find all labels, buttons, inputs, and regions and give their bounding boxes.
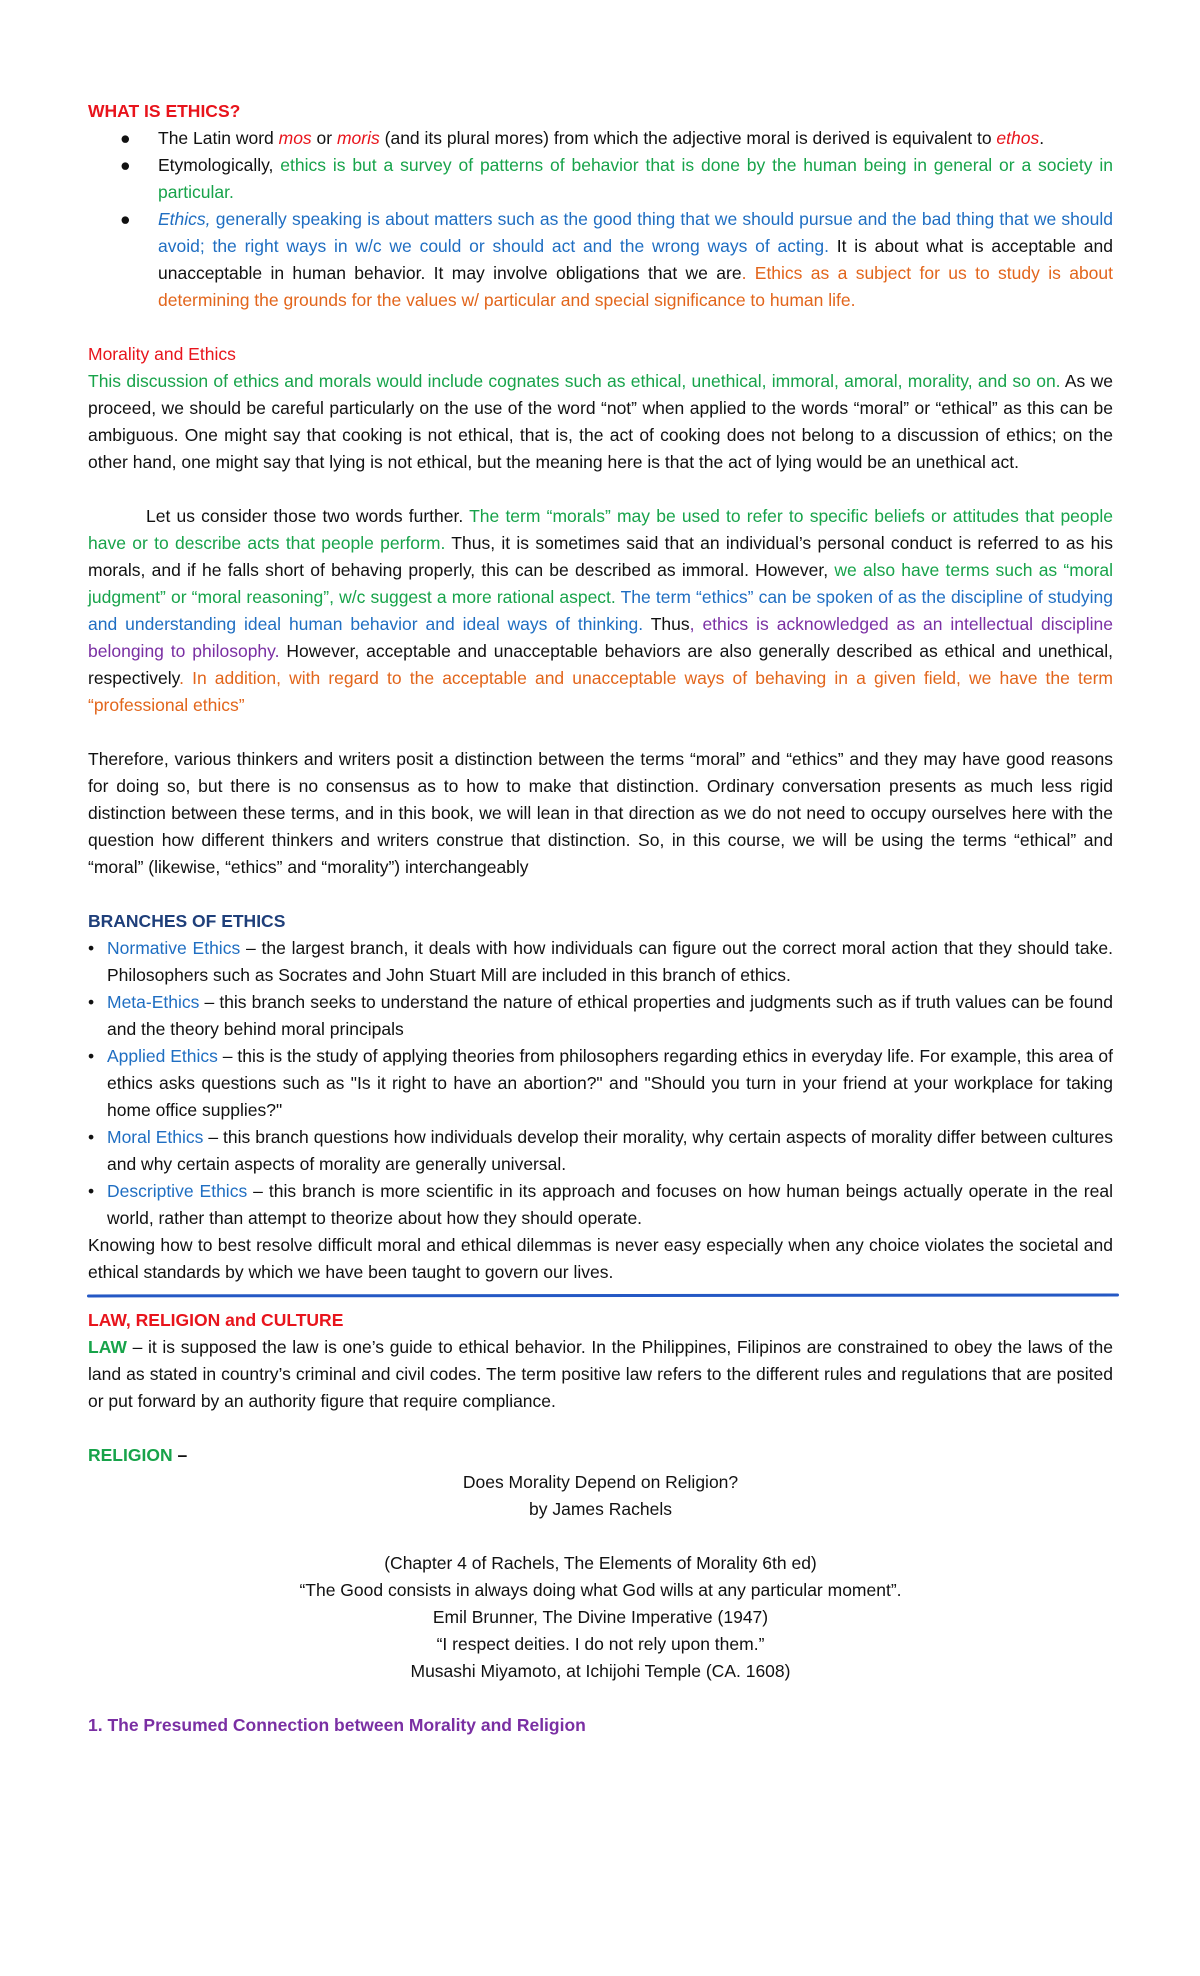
- morality-paragraph-1: This discussion of ethics and morals would include cognates such as ethical, unethical, immoral, amoral, morality, and so on. As we proceed, we should be careful particularly on the use of the word “not” when applied to the words “moral” or “ethical” as this can be ambiguous. One might say that cooking is not ethical, that is, the act of cooking does not belong to a discussion of ethics; on the other hand, one might say that lying is not ethical, but the meaning here is that the act of lying would be an unethical act.: [88, 371, 1113, 472]
- branches-heading: BRANCHES OF ETHICS: [88, 911, 286, 931]
- quote-2: “I respect deities. I do not rely upon them.”: [436, 1634, 765, 1654]
- article-source: (Chapter 4 of Rachels, The Elements of Morality 6th ed): [384, 1553, 817, 1573]
- morality-paragraph-2: Let us consider those two words further. The term “morals” may be used to refer to specific beliefs or attitudes that people have or to describe acts that people perform. Thus, it is sometimes said that an individual’s personal conduct is referred to as his morals, and if he falls short of behaving properly, this can be described as immoral. However, we also have terms such as “moral judgment” or “moral reasoning”, w/c suggest a more rational aspect. The term “ethics” can be spoken of as the discipline of studying and understanding ideal human behavior and ideal ways of thinking. Thus, ethics is acknowledged as an intellectual discipline belonging to philosophy. However, acceptable and unacceptable behaviors are also generally described as ethical and unethical, respectively. In addition, with regard to the acceptable and unacceptable ways of behaving in a given field, we have the term “professional ethics”: [88, 506, 1114, 715]
- law-religion-heading: LAW, RELIGION and CULTURE: [88, 1310, 344, 1330]
- branches-list: [88, 935, 1113, 1232]
- section-subheading: 1. The Presumed Connection between Morality and Religion: [88, 1715, 586, 1735]
- list-item: • Meta-Ethics – this branch seeks to understand the nature of ethical properties and judgments such as if truth values can be found and the theory behind moral principals: [88, 989, 1113, 1043]
- morality-paragraph-3: Therefore, various thinkers and writers posit a distinction between the terms “moral” and “ethics” and they may have good reasons for doing so, but there is no consensus as to how to make that distinction. Ordinary conversation presents as much less rigid distinction between these terms, and in this book, we will lean in that direction as we do not need to occupy ourselves here with the question how different thinkers and writers construe that distinction. So, in this course, we will be using the terms “ethical” and “moral” (likewise, “ethics” and “morality”) interchangeably: [88, 749, 1113, 877]
- document-page: [88, 98, 1113, 1739]
- list-item: • Applied Ethics – this is the study of applying theories from philosophers regarding ethics in everyday life. For example, this area of ethics asks questions such as "Is it right to have an abortion?" and "Should you turn in your friend at your workplace for taking home office supplies?": [88, 1043, 1113, 1124]
- morality-ethics-heading: Morality and Ethics: [88, 344, 236, 364]
- quote-1-attribution: Emil Brunner, The Divine Imperative (1947): [432, 1607, 769, 1627]
- moris-term: moris: [336, 128, 380, 148]
- article-title: Does Morality Depend on Religion?: [462, 1472, 739, 1492]
- bullet-icon: •: [88, 1046, 95, 1066]
- list-item: • Descriptive Ethics – this branch is more scientific in its approach and focuses on how human beings actually operate in the real world, rather than attempt to theorize about how they should operate.: [88, 1178, 1113, 1232]
- bullet-icon: •: [88, 1181, 95, 1201]
- bullet-icon: ●: [120, 128, 131, 148]
- list-item: • Moral Ethics – this branch questions how individuals develop their morality, why certain aspects of morality differ between cultures and why certain aspects of morality are generally universal.: [88, 1124, 1113, 1178]
- law-paragraph: LAW – it is supposed the law is one’s guide to ethical behavior. In the Philippines, Filipinos are constrained to obey the laws of the land as stated in country’s criminal and civil codes. The term positive law refers to the different rules and regulations that are posited or put forward by an authority figure that require compliance.: [88, 1337, 1113, 1411]
- what-is-ethics-heading: WHAT IS ETHICS?: [88, 101, 241, 121]
- religion-label: RELIGION –: [88, 1445, 188, 1465]
- list-item: ● Ethics, generally speaking is about matters such as the good thing that we should pursue and the bad thing that we should avoid; the right ways in w/c we could or should act and the wrong ways of acting. It is about what is acceptable and unacceptable in human behavior. It may involve obligations that we are. Ethics as a subject for us to study is about determining the grounds for the values w/ particular and special significance to human life.: [88, 206, 1113, 314]
- mos-term: mos: [278, 128, 312, 148]
- article-author: by James Rachels: [529, 1499, 672, 1519]
- what-is-ethics-list: [88, 125, 1113, 314]
- ethos-term: ethos: [996, 128, 1040, 148]
- list-item: • Normative Ethics – the largest branch, it deals with how individuals can figure out the correct moral action that they should take. Philosophers such as Socrates and John Stuart Mill are included in this branch of ethics.: [88, 935, 1113, 989]
- bullet-icon: ●: [120, 155, 131, 175]
- section-divider: [87, 1294, 1119, 1298]
- quote-2-attribution: Musashi Miyamoto, at Ichijohi Temple (CA. 1608): [410, 1661, 791, 1681]
- branches-closing: Knowing how to best resolve difficult moral and ethical dilemmas is never easy especially when any choice violates the societal and ethical standards by which we have been taught to govern our lives.: [88, 1235, 1113, 1282]
- religion-quote-block: [88, 1469, 1113, 1685]
- bullet-icon: ●: [120, 209, 131, 229]
- bullet-icon: •: [88, 1127, 95, 1147]
- quote-1: “The Good consists in always doing what God wills at any particular moment”.: [299, 1580, 902, 1600]
- list-item: ● Etymologically, ethics is but a survey of patterns of behavior that is done by the human being in general or a society in particular.: [88, 152, 1113, 206]
- bullet-icon: •: [88, 938, 95, 958]
- bullet-icon: •: [88, 992, 95, 1012]
- list-item: ● The Latin word mos or moris (and its plural mores) from which the adjective moral is derived is equivalent to ethos.: [88, 125, 1113, 152]
